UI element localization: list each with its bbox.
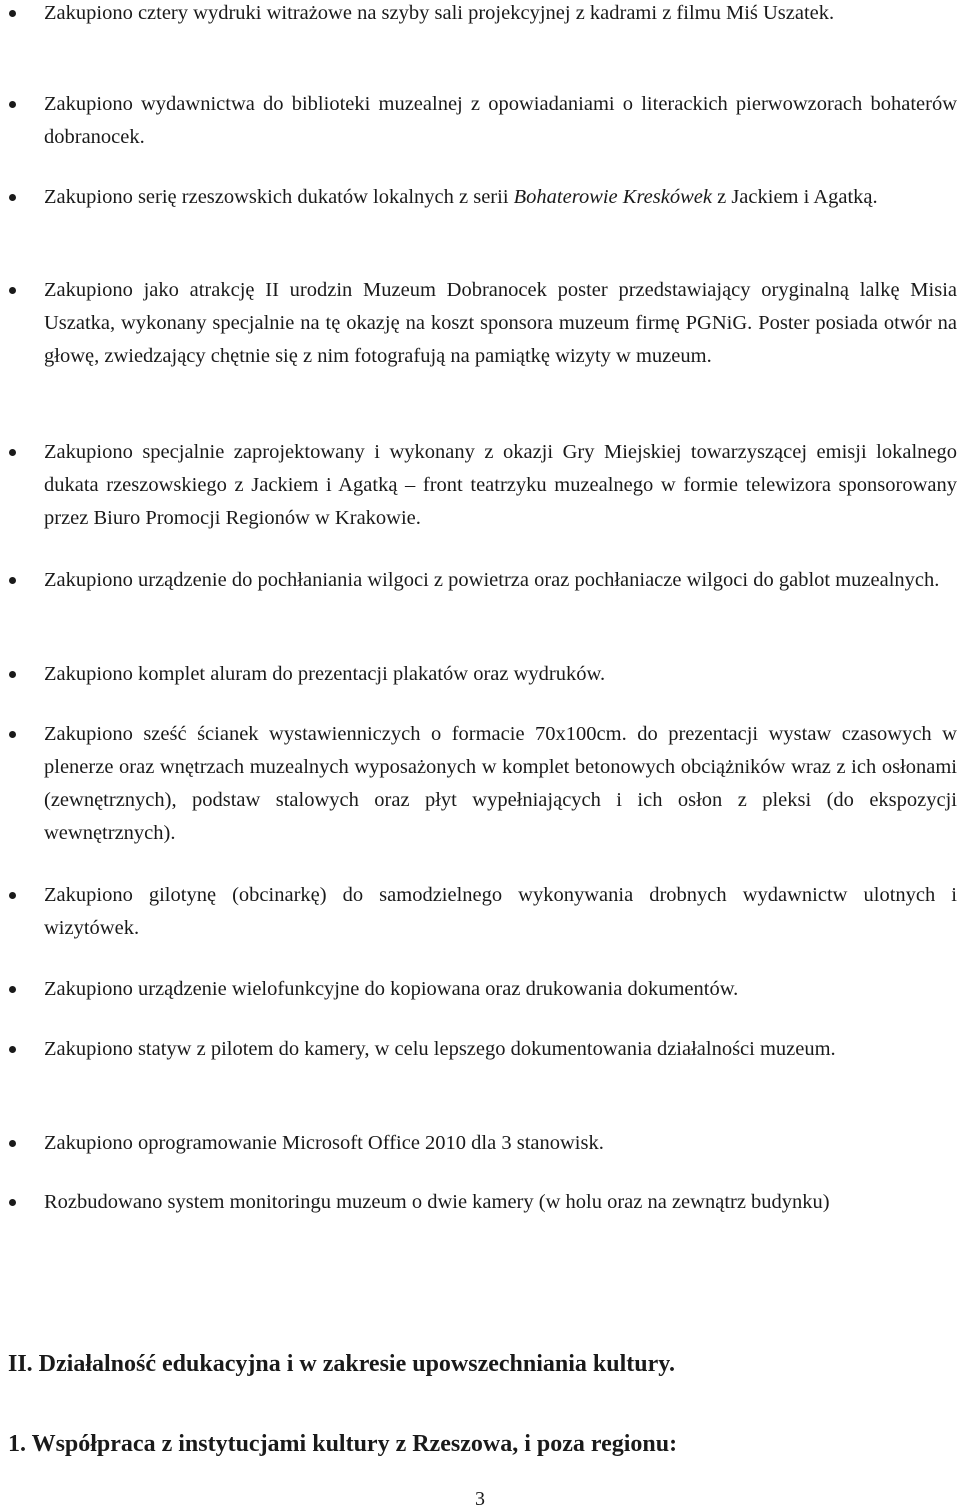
list-item-text: Zakupiono urządzenie do pochłaniania wilgoci z powietrza oraz pochłaniacze wilgoci do gablot muzealnych. [44,569,940,591]
bullet-icon [9,986,16,993]
list-item-text: Zakupiono statyw z pilotem do kamery, w celu lepszego dokumentowania działalności muzeum. [44,1038,836,1060]
list-item-text: Zakupiono gilotynę (obcinarkę) do samodzielnego wykonywania drobnych wydawnictw ulotnych i wizytówek. [44,884,957,939]
list-item-text: Zakupiono cztery wydruki witrażowe na szyby sali projekcyjnej z kadrami z filmu Miś Uszatek. [44,2,835,24]
bullet-icon [9,1046,16,1053]
list-item-text: Zakupiono komplet aluram do prezentacji plakatów oraz wydruków. [44,663,606,685]
page-number: 3 [475,1488,485,1510]
bullet-icon [9,1199,16,1206]
list-item-text: Zakupiono wydawnictwa do biblioteki muzealnej z opowiadaniami o literackich pierwowzorach bohaterów dobranocek. [44,93,957,148]
bullet-icon [9,577,16,584]
list-item-text-part: z Jackiem i Agatką. [711,186,878,208]
bullet-icon [9,101,16,108]
list-item-text: Zakupiono oprogramowanie Microsoft Office 2010 dla 3 stanowisk. [44,1132,604,1154]
list-item-text: Zakupiono specjalnie zaprojektowany i wykonany z okazji Gry Miejskiej towarzyszącej emisji lokalnego dukata rzeszowskiego z Jackiem i Agatką – front teatrzyku muzealnego w formie telewizora sponsorowany przez Biuro Promocji Regionów w Krakowie. [44,441,957,529]
list-item-text: Rozbudowano system monitoringu muzeum o dwie kamery (w holu oraz na zewnątrz budynku) [44,1191,830,1213]
series-name: Bohaterowie Kreskówek [513,186,712,208]
list-item-text: Zakupiono sześć ścianek wystawienniczych o formacie 70x100cm. do prezentacji wystaw czasowych w plenerze oraz wnętrzach muzealnych wyposażonych w komplet betonowych obciążników wraz z ich osłonami (zewnętrznych), podstaw stalowych oraz płyt wypełniających i ich osłon z pleksi (do ekspozycji wewnętrznych). [44,723,957,844]
subsection-heading: 1. Współpraca z instytucjami kultury z Rzeszowa, i poza regionu: [8,1431,678,1457]
bullet-icon [9,731,16,738]
bullet-icon [9,449,16,456]
bullet-icon [9,194,16,201]
bullet-icon [9,671,16,678]
bullet-icon [9,892,16,899]
list-item-text: Zakupiono jako atrakcję II urodzin Muzeum Dobranocek poster przedstawiający oryginalną lalkę Misia Uszatka, wykonany specjalnie na tę okazję na koszt sponsora muzeum firmę PGNiG. Poster posiada otwór na głowę, zwiedzający chętnie się z nim fotografują na pamiątkę wizyty w muzeum. [44,279,957,367]
section-heading: II. Działalność edukacyjna i w zakresie upowszechniania kultury. [8,1351,675,1377]
list-item-text [44,181,957,214]
list-item-text-part: Zakupiono serię rzeszowskich dukatów lokalnych z serii [44,186,514,208]
list-item-text: Zakupiono urządzenie wielofunkcyjne do kopiowana oraz drukowania dokumentów. [44,978,739,1000]
bullet-icon [9,10,16,17]
bullet-icon [9,287,16,294]
bullet-icon [9,1140,16,1147]
